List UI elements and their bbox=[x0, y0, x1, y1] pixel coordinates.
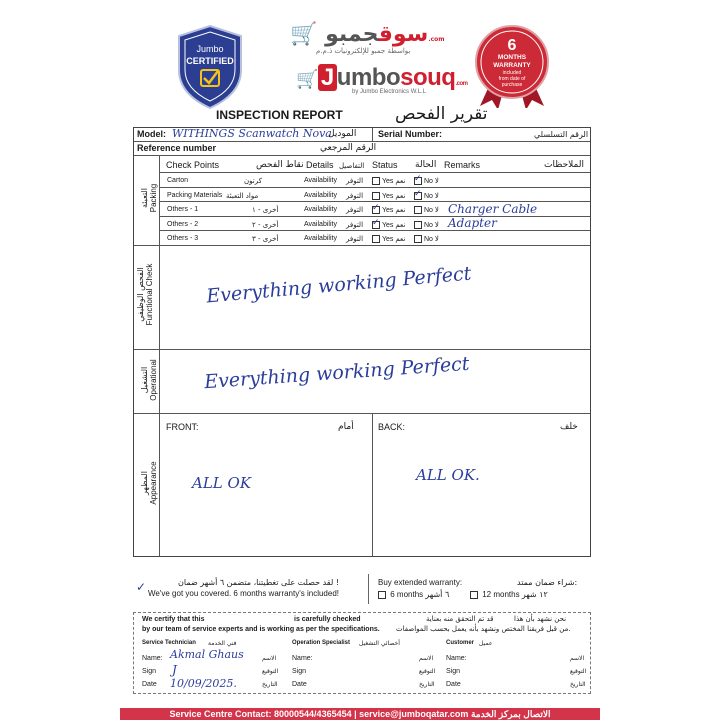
warranty-line1: MONTHS bbox=[497, 54, 527, 61]
col-status: Status bbox=[372, 160, 398, 170]
operational-note: Everything working Perfect bbox=[203, 352, 471, 394]
serial-label-ar: الرقم التسلسلي bbox=[534, 130, 589, 139]
remark-value: Charger Cable bbox=[448, 202, 538, 216]
front-label-ar: أمام bbox=[338, 422, 354, 432]
yes-checkbox[interactable] bbox=[372, 177, 380, 185]
cart-icon: 🛒 bbox=[290, 22, 318, 47]
front-label: FRONT: bbox=[166, 422, 199, 432]
appearance-side-label: المظهر Appearance bbox=[140, 461, 158, 505]
covered-note-ar: لقد حصلت على تغطيتنا، متضمن ٦ أشهر ضمان ! bbox=[178, 578, 340, 587]
technician-name: Akmal Ghaus bbox=[170, 648, 244, 661]
model-label-ar: الموديل bbox=[328, 129, 357, 139]
badge-line2: CERTIFIED bbox=[186, 56, 234, 66]
front-note: ALL OK bbox=[192, 474, 252, 492]
reference-label: Reference number bbox=[137, 143, 217, 153]
col-remarks: Remarks bbox=[444, 160, 481, 170]
serial-label: Serial Number: bbox=[378, 129, 443, 139]
functional-note: Everything working Perfect bbox=[205, 262, 473, 308]
extended-6-months[interactable]: 6 months ٦ أشهر bbox=[378, 590, 449, 599]
yes-checkbox[interactable] bbox=[372, 235, 380, 243]
packing-side-label: التعبئة Packing bbox=[140, 183, 158, 213]
divider bbox=[368, 574, 369, 604]
twelve-months-checkbox[interactable] bbox=[470, 591, 478, 599]
warranty-line5: purchase bbox=[501, 82, 523, 88]
souq-jumbo-arabic-logo bbox=[290, 22, 445, 47]
col-status-ar: الحالة bbox=[415, 160, 437, 170]
badge-line1: Jumbo bbox=[196, 44, 224, 54]
yes-checkbox[interactable] bbox=[372, 221, 380, 229]
warranty-line2: WARRANTY bbox=[493, 62, 531, 69]
technician-date: 10/09/2025. bbox=[170, 677, 237, 690]
col-details-ar: التفاصيل bbox=[339, 162, 365, 170]
technician-signature: J bbox=[172, 663, 177, 677]
logo-ar-part-a: سوق bbox=[378, 22, 429, 47]
inspection-table: Model: WITHINGS Scanwatch Nova الموديل Serial Number: الرقم التسلسلي Reference number الرقم المرجعي Check Points نقاط الفحص Details التفاصيل Status الحالة Remarks الملاحظات Carton كرتون Availability التوفر Yes نعم ✓ No لا Packing Materials مواد التعبئة Availability التوفر Yes نعم ✓ No لا Others - 1 أخرى - ١ Availability التوفر ✓ Yes نعم No لا Charger Cable Others - 2 أخرى - ٢ Availability التوفر ✓ Yes نعم No لا Adapter Others - 3 أخرى - ٣ Availability التوفر Yes نعم No لا التعبئة Packing الفحص الوظيفي Functional Check Everything working Perfect التشغيل Operational Everything working Perfect FRONT: أمام BACK: خلف ALL OK ALL OK. المظهر Appearance bbox=[133, 127, 591, 557]
logo-ar-part-b: جمبو bbox=[325, 22, 379, 47]
reference-label-ar: الرقم المرجعي bbox=[320, 143, 377, 153]
col-details: Details bbox=[306, 160, 334, 170]
extended-warranty-label: Buy extended warranty: bbox=[378, 578, 463, 587]
logo-ar-subtitle: بواسطة جمبو للإلكترونيات ذ.م.م bbox=[316, 47, 411, 55]
model-label: Model: bbox=[137, 129, 166, 139]
covered-note-en: We've got you covered. 6 months warranty's included! bbox=[148, 589, 340, 598]
logo-en-domain: .com bbox=[455, 81, 468, 87]
six-month-warranty-seal bbox=[470, 24, 554, 108]
checkmark-icon: ✓ bbox=[136, 580, 147, 594]
col-check-points-ar: نقاط الفحص bbox=[256, 160, 304, 170]
model-value: WITHINGS Scanwatch Nova bbox=[172, 127, 332, 140]
cart-icon: 🛒 bbox=[296, 69, 318, 89]
jumbo-certified-badge bbox=[175, 24, 245, 110]
no-checkbox[interactable] bbox=[414, 235, 422, 243]
operational-side-label: التشغيل Operational bbox=[140, 359, 158, 401]
warranty-line3: included bbox=[502, 70, 522, 76]
no-checkbox[interactable] bbox=[414, 177, 422, 185]
logo-en-souq: souq bbox=[400, 64, 456, 91]
certification-box: We certify that this is carefully checked by our team of service experts and is working as per the specifications. نحن نشهد بأن هذا قد تم التحقق منه بعناية من قبل فريقنا المختص ونشهد بأنه يعمل بحسب المواصفات. Service Technician فني الخدمة Name: الاسم Akmal Ghaus Sign التوقيع J Date التاريخ 10/09/2025. Operation Specialist أخصائي التشغيل Name: الاسم Sign التوقيع Date التاريخ Customer عميل Name: الاسم Sign التوقيع Date التاريخ bbox=[133, 612, 591, 694]
extended-warranty-label-ar: شراء ضمان ممتد: bbox=[517, 578, 578, 587]
no-checkbox[interactable] bbox=[414, 192, 422, 200]
col-remarks-ar: الملاحظات bbox=[544, 160, 584, 170]
extended-12-months[interactable]: 12 months ١٢ شهر bbox=[470, 590, 548, 599]
no-checkbox[interactable] bbox=[414, 206, 422, 214]
back-label-ar: خلف bbox=[560, 422, 578, 432]
warranty-number: 6 bbox=[507, 37, 517, 54]
logo-ar-domain: .com bbox=[428, 36, 445, 43]
remark-value: Adapter bbox=[448, 216, 497, 230]
logo-en-j: J bbox=[318, 64, 337, 91]
no-checkbox[interactable] bbox=[414, 221, 422, 229]
report-title-en: INSPECTION REPORT bbox=[216, 108, 343, 122]
yes-checkbox[interactable] bbox=[372, 206, 380, 214]
report-title-ar: تقرير الفحص bbox=[395, 104, 488, 124]
back-note: ALL OK. bbox=[416, 466, 480, 484]
six-months-checkbox[interactable] bbox=[378, 591, 386, 599]
jumbosouq-logo bbox=[296, 64, 467, 92]
logo-en-name: umbo bbox=[336, 64, 401, 91]
yes-checkbox[interactable] bbox=[372, 192, 380, 200]
col-check-points: Check Points bbox=[166, 160, 220, 170]
logo-en-subtitle: by Jumbo Electronics W.L.L bbox=[352, 89, 427, 95]
functional-side-label: الفحص الوظيفي Functional Check bbox=[136, 263, 154, 326]
back-label: BACK: bbox=[378, 422, 406, 432]
warranty-line4: from date of bbox=[498, 76, 526, 82]
service-contact-footer: Service Centre Contact: 80000544/4365454 | service@jumboqatar.com الاتصال بمركز الخدمة bbox=[120, 708, 600, 720]
